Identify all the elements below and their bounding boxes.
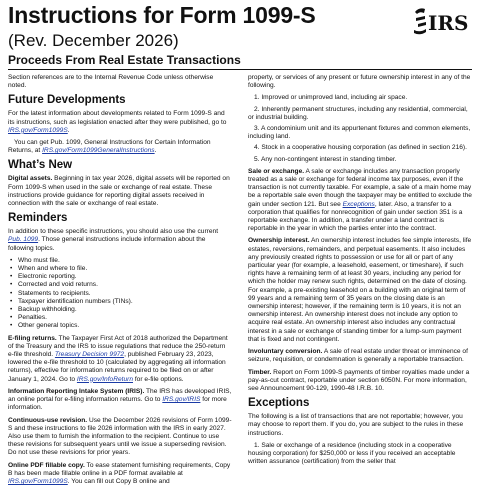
list-item: • Electronic reporting. xyxy=(18,273,232,281)
exceptions-link[interactable]: Exceptions xyxy=(342,200,375,208)
exceptions-heading: Exceptions xyxy=(248,397,310,410)
reminder-topics-list xyxy=(8,257,232,331)
list-item: • Other general topics. xyxy=(18,322,232,330)
digital-assets-lead: Digital assets. xyxy=(8,175,53,183)
continuous-use-paragraph: Continuous-use revision. Use the December 2026 revisions of Form 1099-S and these instructions to file 2026 information with the IRS in early 2027. Also use them to furnish the information to the recipient. Continue to use these revisions for subsequent years until we issue a superseding revision. Do not use these revisions for prior years. xyxy=(8,416,232,457)
list-item: 4. Stock in a cooperative housing corporation (as defined in section 216). xyxy=(254,144,467,152)
revision-date: (Rev. December 2026) xyxy=(8,31,179,50)
general-instructions-paragraph: You can get Pub. 1099, General Instructions for Certain Information Returns, at IRS.gov/Form1099GeneralInstructions. xyxy=(8,139,211,155)
page-title: Instructions for Form 1099-S xyxy=(8,2,316,28)
future-developments-heading: Future Developments xyxy=(8,94,126,107)
form-1099s-pdf-link[interactable]: IRS.gov/Form1099S xyxy=(8,477,68,485)
exception-item: 1. Sale or exchange of a residence (including stock in a cooperative housing corporation) for $250,000 or less if you received an acceptable written assurance (certification) from the seller that xyxy=(248,441,456,466)
list-item: 5. Any non-contingent interest in standing timber. xyxy=(254,155,397,163)
online-pdf-paragraph: Online PDF fillable copy. To ease statement furnishing requirements, Copy B has been made fillable online in a PDF format available at IRS.gov/Form1099S. You can fill out Copy B online and xyxy=(8,461,231,485)
left-column xyxy=(8,74,232,485)
list-item: 1. Improved or unimproved land, including air space. xyxy=(254,94,408,102)
treasury-decision-link[interactable]: Treasury Decision 9972 xyxy=(54,351,125,359)
inforeturn-link[interactable]: IRS.gov/InfoReturn xyxy=(76,375,133,383)
list-item: • Penalties. xyxy=(18,314,232,322)
digital-assets-paragraph: Digital assets. Beginning in tax year 2026, digital assets will be reported on Form 1099-S when used in the sale or exchange of real estate. These instructions provide guidance for reporting digital assets received in connection with the sale or exchange of real estate. xyxy=(8,175,230,208)
list-item: • Statements to recipients. xyxy=(18,290,232,298)
timber-paragraph: Timber. Report on Form 1099-S payments of timber royalties made under a pay-as-cut contract, reportable under section 6050N. For more information, see Announcement 90-129, 1990-48 I.R.B. 10. xyxy=(248,368,470,392)
document-header xyxy=(8,0,472,70)
irs-logo-text: IRS xyxy=(428,11,469,35)
future-developments-paragraph: For the latest information about developments related to Form 1099-S and its instructions, such as legislation enacted after they were published, go to IRS.gov/Form1099S. xyxy=(8,110,227,134)
list-item: • When and where to file. xyxy=(18,265,232,273)
general-instructions-link[interactable]: IRS.gov/Form1099GeneralInstructions xyxy=(42,147,155,155)
header-rule xyxy=(8,69,472,70)
irs-logo xyxy=(412,6,470,38)
form-1099s-link[interactable]: IRS.gov/Form1099S xyxy=(8,126,68,134)
efiling-paragraph: E-filing returns. The Taxpayer First Act of 2018 authorized the Department of the Treasury and the IRS to issue regulations that reduce the 250-return e-file threshold. Treasury Decision 9972, published February 23, 2023, lowered the e-file threshold to 10 (calculated by aggregating all information returns), effective for information returns required to be filed on or after January 1, 2024. Go to IRS.gov/InfoReturn for e-file options. xyxy=(8,334,228,383)
sale-exchange-paragraph: Sale or exchange. A sale or exchange includes any transaction properly treated as a sale or exchange for federal income tax purposes, even if the transaction is not currently taxable. For example, a sale of a main home may be a reportable sale even though the taxpayer may be entitled to exclude the gain under section 121. But see Exceptions, later. Also, a transfer to a corporation that qualifies for nonrecognition of gain under section 351 is a reportable exchange. In addition, a transfer under a land contract is reportable in the year in which the parties enter into the contract. xyxy=(248,167,472,233)
intro-text: Section references are to the Internal Revenue Code unless otherwise noted. xyxy=(8,74,214,90)
reminders-heading: Reminders xyxy=(8,212,68,225)
list-item: • Who must file. xyxy=(18,257,232,265)
list-item: • Backup withholding. xyxy=(18,306,232,314)
pub-1099-link[interactable]: Pub. 1099 xyxy=(8,236,39,244)
exceptions-intro: The following is a list of transactions that are not reportable; however, you may choose to report them. If you do, you are subject to the rules in these instructions. xyxy=(248,413,464,437)
involuntary-conversion-paragraph: Involuntary conversion. A sale of real estate under threat or imminence of seizure, requisition, or condemnation is generally a reportable transaction. xyxy=(248,348,468,364)
iris-link[interactable]: IRS.gov/IRIS xyxy=(162,396,201,404)
form-subtitle: Proceeds From Real Estate Transactions xyxy=(8,53,241,67)
right-column xyxy=(248,74,472,480)
whats-new-heading: What’s New xyxy=(8,159,73,172)
list-item: 2. Inherently permanent structures, including any residential, commercial, or industrial building. xyxy=(248,105,468,121)
list-item: • Taxpayer identification numbers (TINs). xyxy=(18,298,232,306)
iris-paragraph: Information Reporting Intake System (IRIS). The IRS has developed IRIS, an online portal for e-filing information returns. Go to IRS.gov/IRIS for more information. xyxy=(8,387,232,412)
continued-text: property, or services of any present or future ownership interest in any of the following. xyxy=(248,74,471,90)
list-item: 3. A condominium unit and its appurtenant fixtures and common elements, including land. xyxy=(248,125,471,141)
list-item: • Corrected and void returns. xyxy=(18,281,232,289)
ownership-interest-paragraph: Ownership interest. An ownership interest includes fee simple interests, life estates, reversions, remainders, and perpetual easements. It also includes any previously created rights to possession or use for all or part of any particular year (for example, a leasehold, easement, or timeshare), if such rights have a remaining term of at least 30 years, including any period for which the holder may renew such rights, determined on the date of closing. For example, a pre-existing leasehold on a building with an original term of 99 years and a remaining term of 35 years on the closing date is an ownership interest; however, if the remaining term is 10 years, it is not an ownership interest. An ownership interest does not include any option to acquire real estate. An ownership interest also includes any contractual interest in a sale or exchange of standing timber for a lump-sum payment that is fixed and not contingent. xyxy=(248,237,472,343)
reminders-intro: In addition to these specific instructions, you should also use the current Pub. 1099. Those general instructions include information about the following topics. xyxy=(8,228,219,252)
real-estate-list xyxy=(248,94,472,163)
